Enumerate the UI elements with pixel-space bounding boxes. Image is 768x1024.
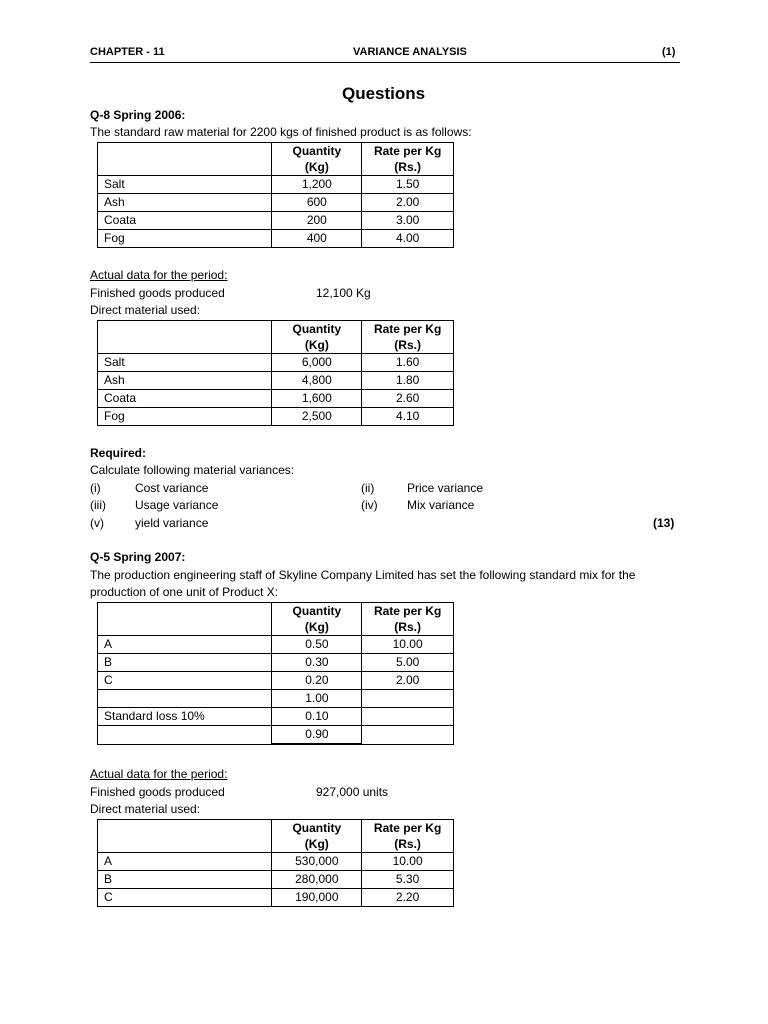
row-label: Standard loss 10%	[98, 708, 272, 726]
rate-unit: (Rs.)	[362, 836, 454, 853]
item-number: (i)	[90, 481, 101, 495]
qty-cell: 2,500	[272, 408, 362, 426]
table-row	[98, 408, 454, 426]
table-row	[98, 372, 454, 390]
q5-direct-label: Direct material used:	[90, 802, 201, 816]
row-label: B	[98, 654, 272, 672]
row-label: Ash	[98, 372, 272, 390]
rate-cell: 1.60	[362, 354, 454, 372]
q5-intro-line2: production of one unit of Product X:	[90, 585, 279, 599]
rate-header: Rate per Kg	[362, 321, 454, 338]
table-row	[98, 726, 454, 745]
qty-cell: 1,600	[272, 390, 362, 408]
chapter-label: CHAPTER - 11	[90, 46, 165, 58]
page-number: (1)	[662, 46, 676, 58]
qty-cell: 0.20	[272, 672, 362, 690]
qty-header: Quantity	[272, 143, 362, 160]
item-text: Usage variance	[135, 498, 219, 512]
table-row	[98, 889, 454, 907]
item-text: Mix variance	[407, 498, 475, 512]
qty-unit: (Kg)	[272, 836, 362, 853]
q8-actual-heading: Actual data for the period:	[90, 268, 228, 282]
table-row	[98, 871, 454, 889]
row-label: A	[98, 636, 272, 654]
row-label: Fog	[98, 230, 272, 248]
qty-cell: 0.50	[272, 636, 362, 654]
rate-cell: 2.60	[362, 390, 454, 408]
rate-cell: 5.30	[362, 871, 454, 889]
table-row	[98, 708, 454, 726]
qty-cell: 4,800	[272, 372, 362, 390]
rate-cell: 10.00	[362, 853, 454, 871]
q5-actual-table	[97, 819, 454, 907]
rate-cell: 5.00	[362, 654, 454, 672]
rate-cell: 2.20	[362, 889, 454, 907]
qty-header: Quantity	[272, 321, 362, 338]
blank-cell	[98, 619, 272, 636]
qty-cell: 0.90	[272, 726, 362, 745]
table-row	[98, 390, 454, 408]
rate-header: Rate per Kg	[362, 143, 454, 160]
page-title: Questions	[342, 84, 426, 103]
row-label: C	[98, 672, 272, 690]
q8-standard-table	[97, 142, 454, 248]
table-row	[98, 212, 454, 230]
q8-heading: Q-8 Spring 2006:	[90, 108, 186, 122]
q8-finished-value: 12,100 Kg	[316, 286, 371, 300]
rate-header: Rate per Kg	[362, 820, 454, 837]
marks: (13)	[653, 516, 675, 530]
qty-header: Quantity	[272, 820, 362, 837]
row-label: Coata	[98, 212, 272, 230]
rate-cell: 3.00	[362, 212, 454, 230]
item-number: (iv)	[361, 498, 378, 512]
q5-finished-label: Finished goods produced	[90, 785, 225, 799]
q8-intro: The standard raw material for 2200 kgs of finished product is as follows:	[90, 125, 472, 139]
blank-cell	[98, 143, 272, 160]
qty-cell: 280,000	[272, 871, 362, 889]
qty-cell: 400	[272, 230, 362, 248]
item-number: (ii)	[361, 481, 375, 495]
row-label	[98, 726, 272, 745]
qty-cell: 1,200	[272, 176, 362, 194]
q8-actual-table	[97, 320, 454, 426]
blank-cell	[98, 321, 272, 338]
table-row	[98, 354, 454, 372]
item-number: (iii)	[90, 498, 106, 512]
rate-header: Rate per Kg	[362, 603, 454, 620]
row-label: B	[98, 871, 272, 889]
item-text: yield variance	[135, 516, 209, 530]
qty-unit: (Kg)	[272, 159, 362, 176]
rate-cell: 2.00	[362, 194, 454, 212]
qty-cell: 530,000	[272, 853, 362, 871]
q8-required-intro: Calculate following material variances:	[90, 463, 295, 477]
rate-unit: (Rs.)	[362, 619, 454, 636]
qty-unit: (Kg)	[272, 337, 362, 354]
q5-intro-line1: The production engineering staff of Skyline Company Limited has set the following standard mix for the	[90, 568, 636, 582]
rate-cell: 4.00	[362, 230, 454, 248]
row-label: Fog	[98, 408, 272, 426]
q8-direct-label: Direct material used:	[90, 303, 201, 317]
qty-header: Quantity	[272, 603, 362, 620]
rate-cell: 1.50	[362, 176, 454, 194]
item-number: (v)	[90, 516, 104, 530]
rate-cell: 1.80	[362, 372, 454, 390]
q5-heading: Q-5 Spring 2007:	[90, 550, 186, 564]
section-label: VARIANCE ANALYSIS	[353, 46, 467, 58]
qty-cell: 190,000	[272, 889, 362, 907]
rate-cell	[362, 690, 454, 708]
qty-cell: 200	[272, 212, 362, 230]
blank-cell	[98, 603, 272, 620]
table-row	[98, 194, 454, 212]
rate-cell: 2.00	[362, 672, 454, 690]
table-row	[98, 176, 454, 194]
q5-finished-value: 927,000 units	[316, 785, 389, 799]
blank-cell	[98, 820, 272, 837]
q8-finished-label: Finished goods produced	[90, 286, 225, 300]
row-label	[98, 690, 272, 708]
row-label: Salt	[98, 354, 272, 372]
table-row	[98, 230, 454, 248]
blank-cell	[98, 159, 272, 176]
table-row	[98, 654, 454, 672]
blank-cell	[98, 836, 272, 853]
row-label: Coata	[98, 390, 272, 408]
row-label: A	[98, 853, 272, 871]
q5-actual-heading: Actual data for the period:	[90, 767, 228, 781]
rate-cell: 10.00	[362, 636, 454, 654]
rate-unit: (Rs.)	[362, 337, 454, 354]
table-row	[98, 672, 454, 690]
table-row	[98, 690, 454, 708]
header-rule	[90, 62, 680, 63]
row-label: C	[98, 889, 272, 907]
rate-cell: 4.10	[362, 408, 454, 426]
qty-cell: 0.10	[272, 708, 362, 726]
blank-cell	[98, 337, 272, 354]
q5-standard-table	[97, 602, 454, 745]
rate-cell	[362, 726, 454, 745]
rate-cell	[362, 708, 454, 726]
rate-unit: (Rs.)	[362, 159, 454, 176]
table-row	[98, 636, 454, 654]
q8-required-heading: Required:	[90, 446, 147, 460]
qty-cell: 6,000	[272, 354, 362, 372]
item-text: Price variance	[407, 481, 484, 495]
item-text: Cost variance	[135, 481, 209, 495]
row-label: Salt	[98, 176, 272, 194]
qty-cell: 600	[272, 194, 362, 212]
row-label: Ash	[98, 194, 272, 212]
qty-cell: 1.00	[272, 690, 362, 708]
table-row	[98, 853, 454, 871]
qty-unit: (Kg)	[272, 619, 362, 636]
qty-cell: 0.30	[272, 654, 362, 672]
